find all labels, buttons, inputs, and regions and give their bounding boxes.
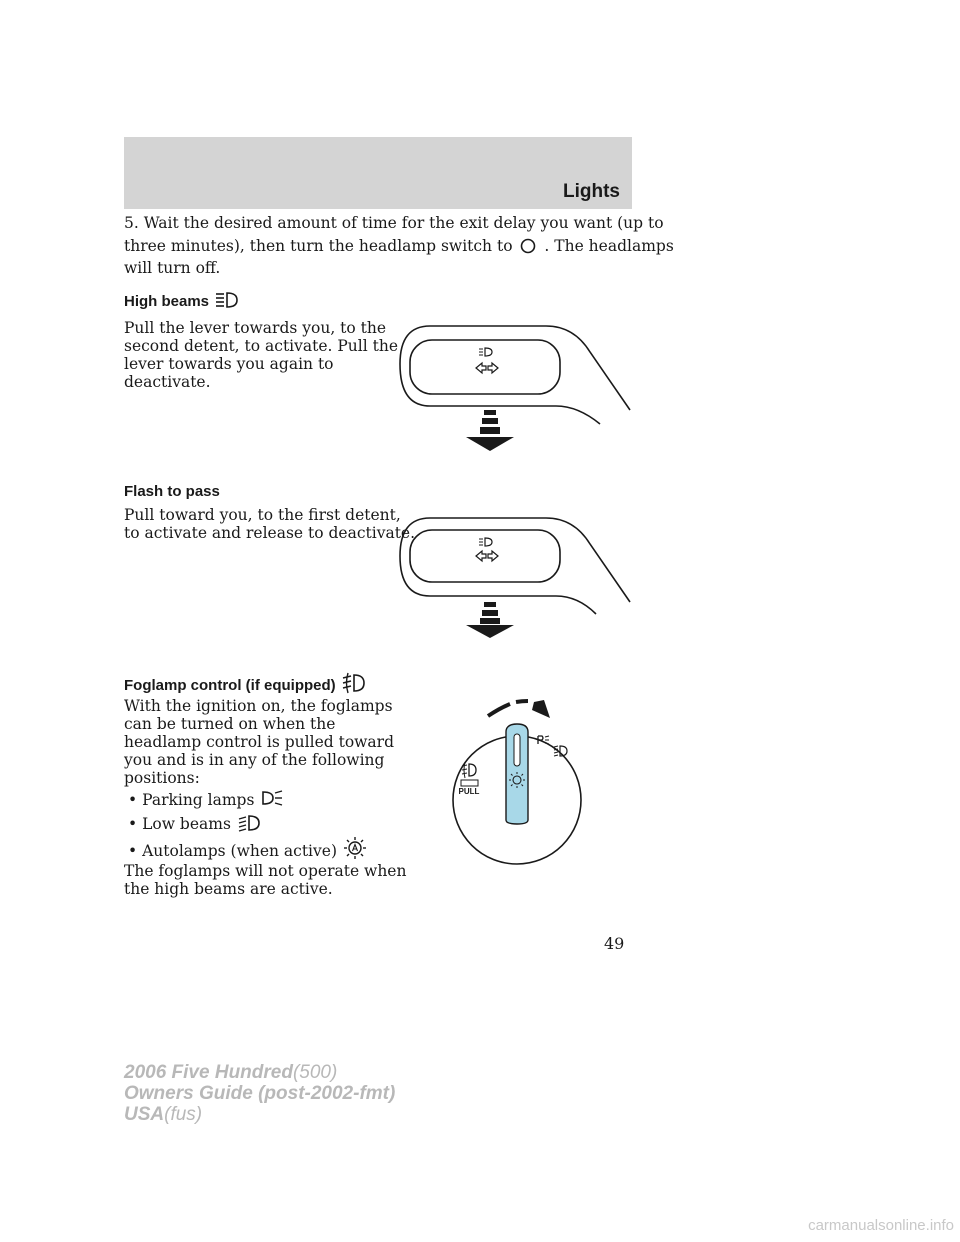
step5-line2-before: three minutes), then turn the headlamp switch to <box>124 237 513 255</box>
bullet-low-beams: • Low beams <box>128 813 264 837</box>
page-number: 49 <box>604 934 625 953</box>
turn-signal-arrows-icon <box>476 363 498 373</box>
high-beam-stalk-illustration <box>396 322 636 454</box>
stalk-beam-icon <box>479 348 492 356</box>
high-beams-heading <box>124 290 243 314</box>
foglamp-line1: With the ignition on, the foglamps <box>124 697 393 715</box>
footer <box>124 1062 395 1125</box>
step5-line1: 5. Wait the desired amount of time for the exit delay you want (up to <box>124 214 664 232</box>
high-beams-line3: lever towards you again to <box>124 355 334 373</box>
footer-line3 <box>124 1104 395 1125</box>
pull-label: PULL <box>458 787 480 796</box>
low-beam-icon <box>236 813 264 837</box>
autolamp-icon <box>342 836 368 864</box>
parking-lamp-icon <box>259 789 285 813</box>
headlamp-switch-illustration <box>450 696 600 908</box>
step5-line3: will turn off. <box>124 259 221 277</box>
headlamp-off-icon <box>517 237 539 261</box>
foglamp-heading <box>124 672 368 698</box>
section-header-band <box>124 137 632 209</box>
high-beams-line2: second detent, to activate. Pull the <box>124 337 399 355</box>
high-beams-line1: Pull the lever towards you, to the <box>124 319 387 337</box>
bullet-parking-lamps-text: Parking lamps <box>142 791 255 809</box>
flash-to-pass-line1: Pull toward you, to the first detent, <box>124 506 401 524</box>
high-beams-heading-text: High beams <box>124 293 210 310</box>
footer-market: USA <box>124 1104 165 1125</box>
footer-line2: Owners Guide (post-2002-fmt) <box>124 1083 396 1104</box>
step5-line2-after: . The headlamps <box>544 237 674 255</box>
high-beam-icon <box>213 290 243 314</box>
rotation-arrow-icon <box>488 700 550 718</box>
pull-arrow-icon <box>466 410 514 451</box>
foglamp-heading-text: Foglamp control (if equipped) <box>124 677 336 694</box>
foglamp-closing-line1: The foglamps will not operate when <box>124 862 407 880</box>
foglamp-icon <box>340 672 368 698</box>
stalk-beam-icon <box>479 538 492 546</box>
bullet-autolamps: • Autolamps (when active) <box>128 836 368 864</box>
footer-model: 2006 Five Hundred <box>124 1062 293 1083</box>
high-beams-line4: deactivate. <box>124 373 211 391</box>
low-beam-position-icon <box>554 746 567 756</box>
foglamp-line2: can be turned on when the <box>124 715 336 733</box>
foglamp-line5: positions: <box>124 769 200 787</box>
turn-signal-arrows-icon <box>476 551 498 561</box>
flash-to-pass-heading: Flash to pass <box>124 483 220 500</box>
foglamp-line3: headlamp control is pulled toward <box>124 733 394 751</box>
flash-to-pass-stalk-illustration <box>396 514 636 642</box>
section-title: Lights <box>563 181 620 202</box>
flash-to-pass-line2: to activate and release to deactivate. <box>124 524 416 542</box>
fog-position-icon <box>462 762 476 778</box>
watermark: carmanualsonline.info <box>808 1217 954 1234</box>
foglamp-closing-line2: the high beams are active. <box>124 880 333 898</box>
bullet-parking-lamps: • Parking lamps <box>128 789 285 813</box>
bullet-low-beams-text: Low beams <box>142 815 231 833</box>
footer-market-code: (fus) <box>164 1104 203 1125</box>
footer-line1 <box>124 1062 395 1083</box>
foglamp-line4: you and is in any of the following <box>124 751 385 769</box>
pull-arrow-icon <box>466 602 514 638</box>
bullet-autolamps-text: Autolamps (when active) <box>142 842 337 860</box>
footer-model-code: (500) <box>292 1062 338 1083</box>
